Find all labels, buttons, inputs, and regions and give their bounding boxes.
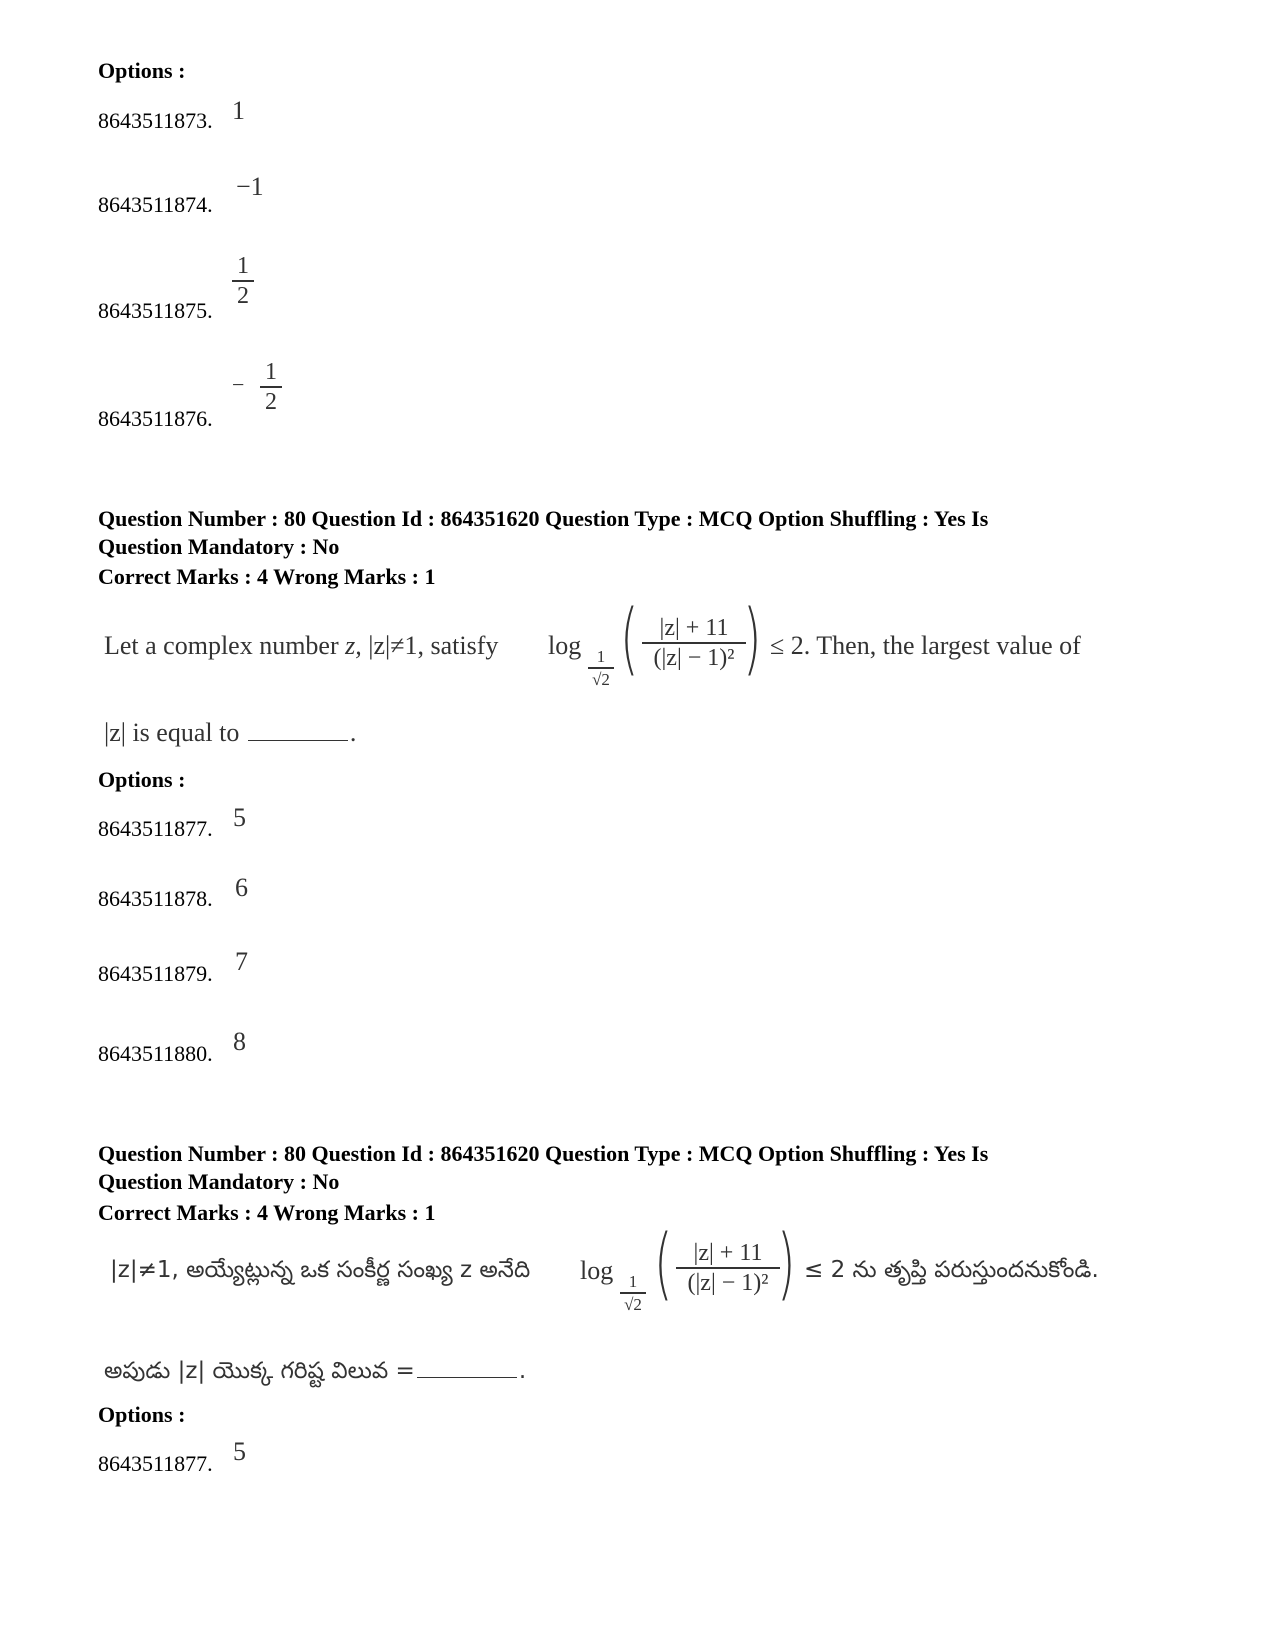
question-header [98, 1140, 1198, 1196]
question-header [98, 505, 1198, 561]
option-fraction [260, 360, 282, 414]
stem-text: Let a complex number [104, 631, 339, 660]
option-id: 8643511874. [98, 192, 213, 217]
options-label: Options : [98, 58, 186, 83]
fraction-denominator: (|z| − 1)² [687, 1270, 769, 1296]
fraction-numerator: |z| + 11 [693, 1240, 763, 1266]
log-label: log [548, 631, 582, 660]
option-value: 5 [233, 803, 246, 832]
fraction-numerator: 1 [237, 253, 249, 279]
answer-blank [248, 738, 348, 741]
main-fraction [642, 616, 746, 670]
fraction-bar [232, 280, 254, 282]
option-id: 8643511876. [98, 406, 213, 431]
question-header-line2: Question Mandatory : No [98, 1169, 340, 1194]
question-stem-part1 [104, 631, 498, 661]
option-sign: − [232, 372, 245, 397]
question-stem-part2 [104, 718, 356, 748]
fraction-denominator: 2 [237, 283, 249, 309]
question-marks: Correct Marks : 4 Wrong Marks : 1 [98, 564, 436, 589]
question-marks: Correct Marks : 4 Wrong Marks : 1 [98, 1200, 436, 1225]
stem-inequality-text: ≤ 2 ను తృప్తి పరుస్తుందనుకోండి. [804, 1257, 1099, 1283]
question-header-line1: Question Number : 80 Question Id : 864351620 Question Type : MCQ Option Shuffling : Yes Is [98, 1141, 989, 1166]
fraction-denominator: 2 [265, 389, 277, 415]
fraction-denominator: (|z| − 1)² [653, 645, 735, 671]
stem-end: . [349, 718, 357, 747]
main-fraction [676, 1241, 780, 1295]
options-label: Options : [98, 1402, 186, 1427]
option-value: 5 [233, 1437, 246, 1466]
option-fraction [232, 254, 254, 308]
log-base-numerator: 1 [596, 647, 606, 666]
right-paren: ) [777, 1219, 796, 1309]
log-label: log [580, 1256, 614, 1285]
question-header-line1: Question Number : 80 Question Id : 864351620 Question Type : MCQ Option Shuffling : Yes Is [98, 506, 989, 531]
fraction-bar [676, 1267, 780, 1269]
question-header-line2: Question Mandatory : No [98, 534, 340, 559]
fraction-bar [260, 386, 282, 388]
option-value: 6 [235, 873, 248, 902]
stem-text: |z| is equal to [104, 718, 240, 747]
option-id: 8643511877. [98, 816, 213, 841]
option-id: 8643511875. [98, 298, 213, 323]
answer-blank [417, 1375, 517, 1378]
log-base-denominator: √2 [624, 1295, 642, 1314]
stem-condition: |z|≠1, satisfy [368, 631, 499, 660]
right-paren: ) [743, 594, 762, 684]
stem-variable: z, [345, 631, 362, 660]
question-stem-part1: |z|≠1, అయ్యేట్లున్న ఒక సంకీర్ణ సంఖ్య z అనేది [110, 1257, 531, 1283]
stem-inequality-text: ≤ 2. Then, the largest value of [770, 631, 1081, 660]
log-base [588, 648, 614, 688]
option-value: 7 [235, 947, 248, 976]
options-label: Options : [98, 767, 186, 792]
left-paren: ( [620, 594, 639, 684]
option-value: 8 [233, 1027, 246, 1056]
log-base-denominator: √2 [592, 670, 610, 689]
option-id: 8643511877. [98, 1451, 213, 1476]
fraction-bar [642, 642, 746, 644]
option-value: −1 [236, 172, 264, 201]
fraction-numerator: 1 [265, 359, 277, 385]
log-base [620, 1273, 646, 1313]
stem-text: అపుడు |z| యొక్క గరిష్ట విలువ = [104, 1358, 415, 1384]
fraction-bar [620, 1292, 646, 1294]
left-paren: ( [654, 1219, 673, 1309]
option-id: 8643511880. [98, 1041, 213, 1066]
option-id: 8643511873. [98, 108, 213, 133]
question-stem-part2 [104, 1358, 526, 1390]
option-id: 8643511879. [98, 961, 213, 986]
log-base-numerator: 1 [628, 1272, 638, 1291]
option-value: 1 [232, 96, 245, 125]
stem-end: . [518, 1358, 527, 1384]
option-id: 8643511878. [98, 886, 213, 911]
fraction-bar [588, 667, 614, 669]
fraction-numerator: |z| + 11 [659, 615, 729, 641]
